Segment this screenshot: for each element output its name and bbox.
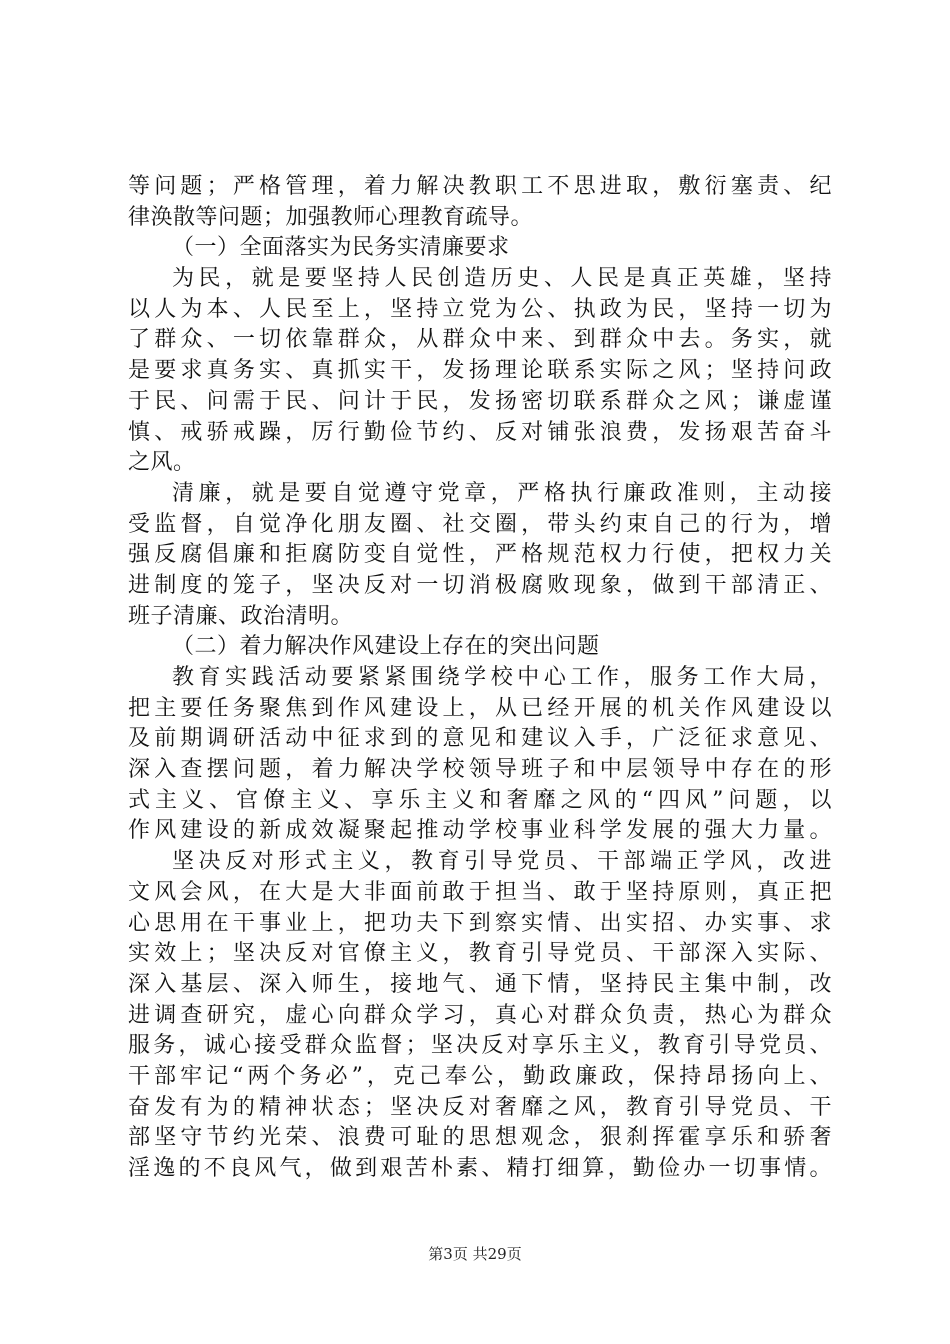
- text-line: 坚决反对形式主义，教育引导党员、干部端正学风，改进: [172, 849, 832, 875]
- text-line: 深入查摆问题，着力解决学校领导班子和中层领导中存在的形: [128, 757, 832, 783]
- text-line: 是要求真务实、真抓实干，发扬理论联系实际之风；坚持问政: [128, 358, 832, 384]
- text-line: 心思用在干事业上，把功夫下到察实情、出实招、办实事、求: [128, 910, 832, 936]
- text-line: 实效上；坚决反对官僚主义，教育引导党员、干部深入实际、: [128, 941, 832, 967]
- text-line: 及前期调研活动中征求到的意见和建议入手，广泛征求意见、: [128, 726, 832, 752]
- text-line: 为民，就是要坚持人民创造历史、人民是真正英雄，坚持: [172, 266, 832, 292]
- text-line: 部坚守节约光荣、浪费可耻的思想观念，狠刹挥霍享乐和骄奢: [128, 1125, 832, 1151]
- text-line: 班子清廉、政治清明。: [128, 603, 354, 629]
- text-line: 强反腐倡廉和拒腐防变自觉性，严格规范权力行使，把权力关: [128, 542, 832, 568]
- text-line: 把主要任务聚焦到作风建设上，从已经开展的机关作风建设以: [128, 695, 832, 721]
- text-line: 清廉，就是要自觉遵守党章，严格执行廉政准则，主动接: [172, 480, 832, 506]
- text-line: 以人为本、人民至上，坚持立党为公、执政为民，坚持一切为: [128, 296, 832, 322]
- text-line: 奋发有为的精神状态；坚决反对奢靡之风，教育引导党员、干: [128, 1094, 832, 1120]
- text-line: （二）着力解决作风建设上存在的突出问题: [172, 634, 600, 660]
- text-line: 受监督，自觉净化朋友圈、社交圈，带头约束自己的行为，增: [128, 511, 832, 537]
- text-line: 教育实践活动要紧紧围绕学校中心工作，服务工作大局，: [172, 665, 832, 690]
- text-line: 于民、问需于民、问计于民，发扬密切联系群众之风；谦虚谨: [128, 388, 832, 414]
- text-line: （一）全面落实为民务实清廉要求: [172, 235, 510, 261]
- text-line: 慎、戒骄戒躁，厉行勤俭节约、反对铺张浪费，发扬艰苦奋斗: [128, 419, 832, 445]
- text-line: 作风建设的新成效凝聚起推动学校事业科学发展的强大力量。: [128, 818, 832, 844]
- text-line: 式主义、官僚主义、享乐主义和奢靡之风的“四风”问题，以: [128, 787, 832, 813]
- text-line: 文风会风，在大是大非面前敢于担当、敢于坚持原则，真正把: [128, 879, 832, 905]
- text-line: 服务，诚心接受群众监督；坚决反对享乐主义，教育引导党员、: [128, 1033, 832, 1059]
- text-line: 律涣散等问题；加强教师心理教育疏导。: [128, 204, 534, 230]
- text-line: 干部牢记“两个务必”，克己奉公，勤政廉政，保持昂扬向上、: [128, 1063, 832, 1089]
- text-line: 之风。: [128, 450, 196, 476]
- text-line: 了群众、一切依靠群众，从群众中来、到群众中去。务实，就: [128, 327, 832, 353]
- page-footer: 第3页 共29页: [428, 1245, 522, 1263]
- text-line: 等问题；严格管理，着力解决教职工不思进取，敷衍塞责、纪: [128, 174, 832, 199]
- text-line: 进调查研究，虚心向群众学习，真心对群众负责，热心为群众: [128, 1002, 832, 1028]
- text-line: 淫逸的不良风气，做到艰苦朴素、精打细算，勤俭办一切事情。: [128, 1156, 832, 1181]
- text-line: 深入基层、深入师生，接地气、通下情，坚持民主集中制，改: [128, 971, 832, 997]
- document-body: [128, 172, 832, 1185]
- text-line: 进制度的笼子，坚决反对一切消极腐败现象，做到干部清正、: [128, 572, 832, 598]
